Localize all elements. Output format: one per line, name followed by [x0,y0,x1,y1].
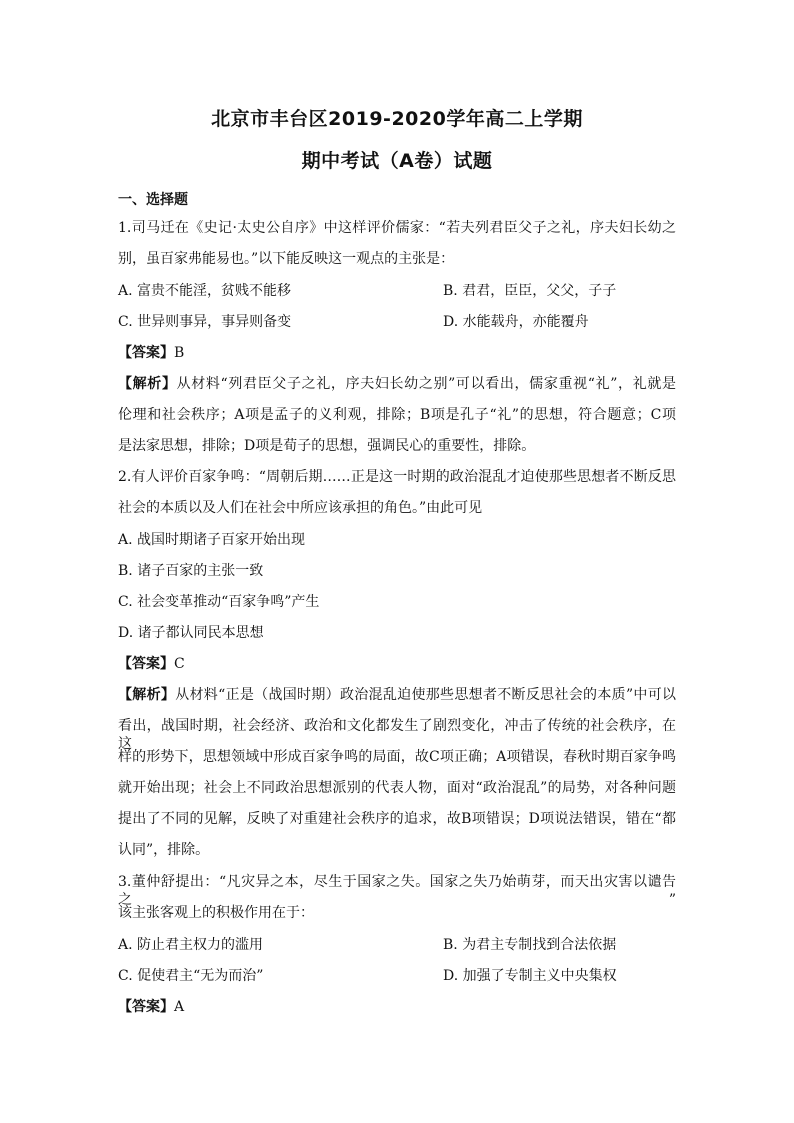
q2-option-a: A. 战国时期诸子百家开始出现 [118,532,306,548]
q1-analysis-line2: 伦理和社会秩序；A项是孟子的义利观，排除；B项是孔子“礼”的思想，符合题意；C项 [118,407,676,423]
section-heading: 一、选择题 [118,192,188,208]
q1-answer [118,344,184,362]
q3-answer-tag: 【答案】 [118,999,174,1015]
q3-option-d: D. 加强了专制主义中央集权 [443,968,617,984]
q2-stem-line1: 2.有人评价百家争鸣：“周朝后期……正是这一时期的政治混乱才迫使那些思想者不断反思 [118,469,676,485]
q1-option-c: C. 世异则事异，事异则备变 [118,314,292,330]
q2-analysis-line6: 认同”，排除。 [118,842,210,858]
q1-stem-line2: 别，虽百家弗能易也。”以下能反映这一观点的主张是： [118,251,455,267]
q1-option-d: D. 水能载舟，亦能覆舟 [443,314,589,330]
q2-option-b: B. 诸子百家的主张一致 [118,563,264,579]
q1-stem-line1: 1.司马迁在《史记·太史公自序》中这样评价儒家：“若夫列君臣父子之礼，序夫妇长幼之 [118,220,676,236]
q2-answer-value: C [174,656,185,672]
q2-analysis-text1: 从材料“正是（战国时期）政治混乱迫使那些思想者不断反思社会的本质”中可以 [175,687,677,703]
q3-option-b: B. 为君主专制找到合法依据 [443,937,617,953]
q1-option-a: A. 富贵不能淫，贫贱不能移 [118,283,292,299]
q2-answer-tag: 【答案】 [118,656,174,672]
q3-answer [118,998,184,1016]
q2-option-d: D. 诸子都认同民本思想 [118,625,264,641]
document-title-line2: 期中考试（A卷）试题 [301,150,493,172]
q2-analysis-line3: 样的形势下，思想领域中形成百家争鸣的局面，故C项正确；A项错误，春秋时期百家争鸣 [118,749,676,765]
q3-option-c: C. 促使君主“无为而治” [118,968,264,984]
q2-analysis-line1 [118,686,676,704]
q1-analysis-text1: 从材料“列君臣父子之礼，序夫妇长幼之别”可以看出，儒家重视“礼”，礼就是 [176,376,676,392]
q2-stem-line2: 社会的本质以及人们在社会中所应该承担的角色。”由此可见 [118,500,483,516]
q2-analysis-line5: 提出了不同的见解，反映了对重建社会秩序的追求，故B项错误；D项说法错误，错在“都 [118,811,676,827]
q3-answer-value: A [174,999,185,1015]
q2-analysis-line2: 看出，战国时期，社会经济、政治和文化都发生了剧烈变化，冲击了传统的社会秩序，在这 [118,718,676,752]
q1-analysis-tag: 【解析】 [118,376,177,392]
q3-option-a: A. 防止君主权力的滥用 [118,937,264,953]
q3-stem-line1: 3.董仲舒提出：“凡灾异之本，尽生于国家之失。国家之失乃始萌芽，而天出灾害以谴告之” [118,874,676,908]
q1-answer-tag: 【答案】 [118,345,174,361]
q1-analysis-line1 [118,375,676,393]
q2-answer [118,655,185,673]
q1-analysis-line3: 是法家思想，排除；D项是荀子的思想，强调民心的重要性，排除。 [118,438,536,454]
q2-analysis-tag: 【解析】 [118,687,176,703]
q2-analysis-line4: 就开始出现；社会上不同政治思想派别的代表人物，面对“政治混乱”的局势，对各种问题 [118,780,676,796]
q1-option-b: B. 君君，臣臣，父父，子子 [443,283,617,299]
document-title-line1: 北京市丰台区2019-2020学年高二上学期 [211,108,583,130]
q2-option-c: C. 社会变革推动“百家争鸣”产生 [118,594,320,610]
q3-stem-line2: 该主张客观上的积极作用在于： [118,905,314,921]
q1-answer-value: B [174,345,185,361]
